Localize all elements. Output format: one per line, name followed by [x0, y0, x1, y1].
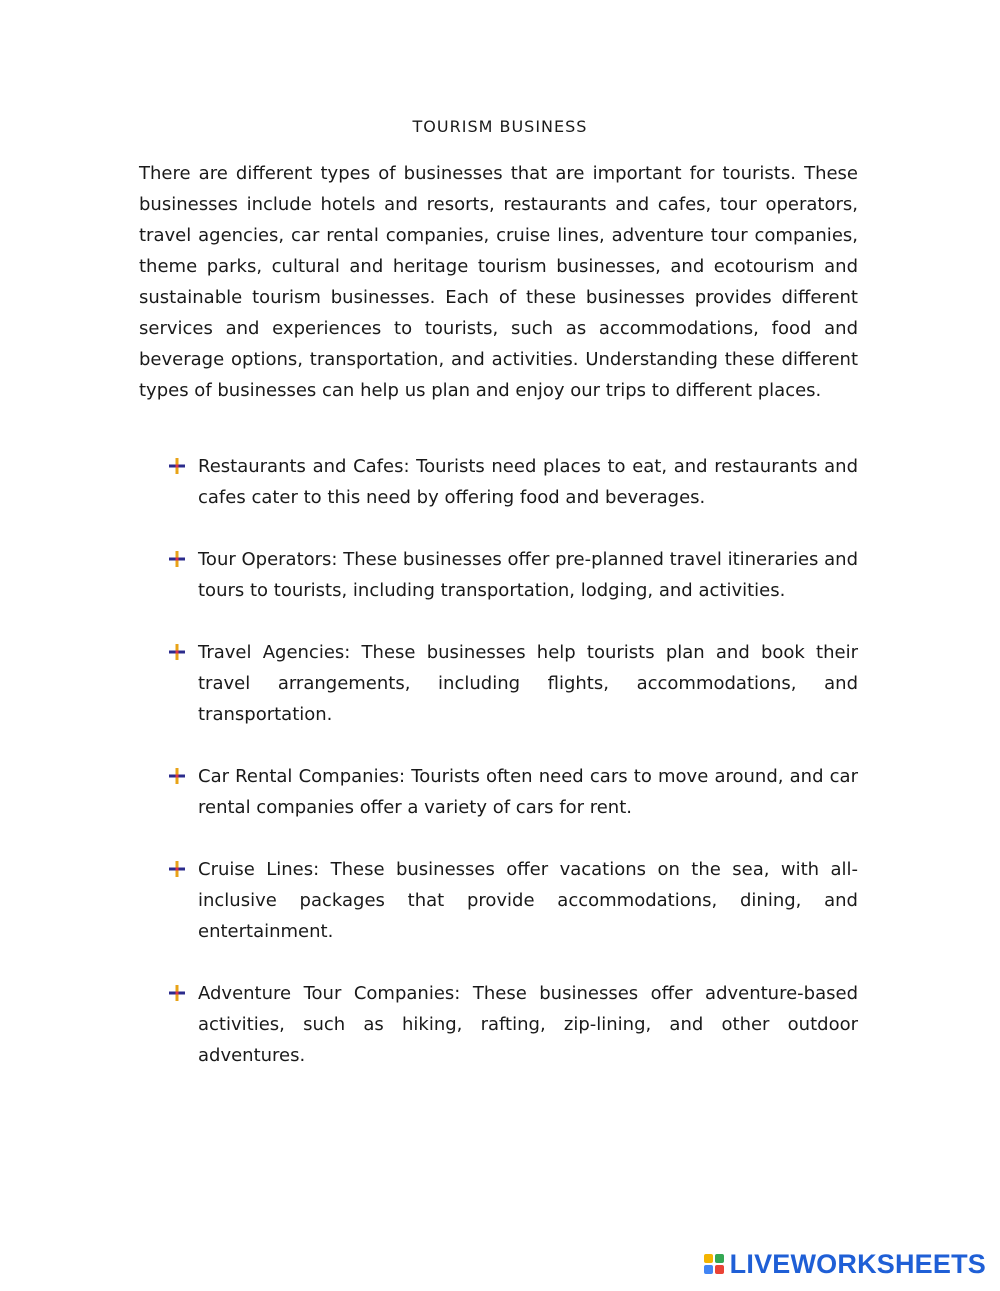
- list-item-text: Cruise Lines: These businesses offer vacations on the sea, with all-inclusive packages that provide accommodations, dining, and entertainment.: [198, 859, 858, 942]
- list-item-text: Restaurants and Cafes: Tourists need places to eat, and restaurants and cafes cater to this need by offering food and beverages.: [198, 456, 858, 508]
- footer-logo[interactable]: [704, 1249, 986, 1279]
- plus-arrow-bullet-icon: [168, 860, 186, 878]
- list-item-text: Travel Agencies: These businesses help tourists plan and book their travel arrangements, including flights, accommodations, and transportation.: [198, 642, 858, 725]
- business-list: [168, 451, 858, 1071]
- logo-text: LIVEWORKSHEETS: [729, 1248, 986, 1279]
- list-item: [168, 978, 858, 1071]
- plus-arrow-bullet-icon: [168, 550, 186, 568]
- list-item: [168, 451, 858, 513]
- list-item: [168, 637, 858, 730]
- list-item-text: Adventure Tour Companies: These businesses offer adventure-based activities, such as hiking, rafting, zip-lining, and other outdoor adventures.: [198, 983, 858, 1066]
- intro-paragraph: There are different types of businesses that are important for tourists. These businesses include hotels and resorts, restaurants and cafes, tour operators, travel agencies, car rental companies, cruise lines, adventure tour companies, theme parks, cultural and heritage tourism businesses, and ecotourism and sustainable tourism businesses. Each of these businesses provides different services and experiences to tourists, such as accommodations, food and beverage options, transportation, and activities. Understanding these different types of businesses can help us plan and enjoy our trips to different places.: [139, 163, 858, 401]
- liveworksheets-logo-icon: [704, 1254, 724, 1274]
- plus-arrow-bullet-icon: [168, 457, 186, 475]
- page-title: TOURISM BUSINESS: [412, 117, 588, 136]
- plus-arrow-bullet-icon: [168, 984, 186, 1002]
- list-item: [168, 544, 858, 606]
- plus-arrow-bullet-icon: [168, 767, 186, 785]
- list-item: [168, 854, 858, 947]
- list-item-text: Tour Operators: These businesses offer pre-planned travel itineraries and tours to tourists, including transportation, lodging, and activities.: [198, 549, 858, 601]
- list-item-text: Car Rental Companies: Tourists often need cars to move around, and car rental companies offer a variety of cars for rent.: [198, 766, 858, 818]
- list-item: [168, 761, 858, 823]
- plus-arrow-bullet-icon: [168, 643, 186, 661]
